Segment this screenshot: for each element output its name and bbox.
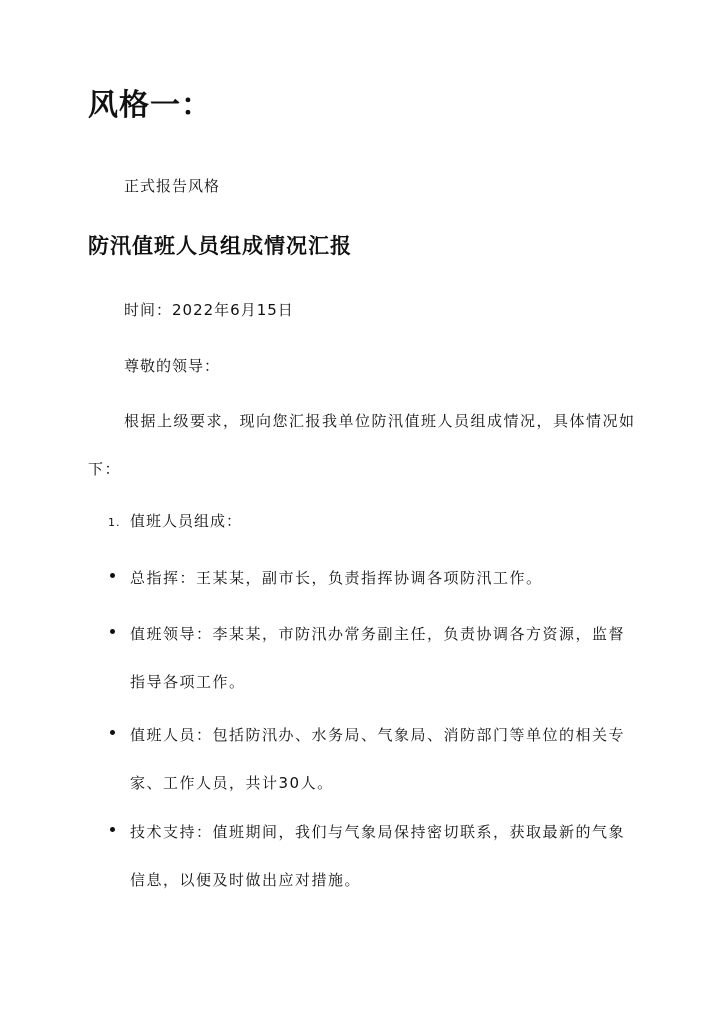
style-heading: 风格一： bbox=[88, 88, 212, 123]
style-subtitle: 正式报告风格 bbox=[124, 177, 221, 195]
bullet-icon bbox=[110, 827, 115, 832]
list-item-text: 总指挥：王某某，副市长，负责指挥协调各项防汛工作。 bbox=[130, 569, 543, 587]
salutation: 尊敬的领导： bbox=[124, 357, 221, 375]
bullet-icon bbox=[110, 730, 115, 735]
list-item-text: 值班领导：李某某，市防汛办常务副主任，负责协调各方资源，监督指导各项工作。 bbox=[130, 625, 626, 691]
intro-paragraph: 根据上级要求，现向您汇报我单位防汛值班人员组成情况，具体情况如下： bbox=[88, 412, 636, 478]
section-title: 值班人员组成： bbox=[130, 512, 243, 530]
list-item-text: 技术支持：值班期间，我们与气象局保持密切联系，获取最新的气象信息，以便及时做出应对措施。 bbox=[130, 823, 626, 889]
bullet-icon bbox=[110, 573, 115, 578]
section-heading bbox=[108, 509, 242, 535]
bullet-icon bbox=[110, 629, 115, 634]
list-item-text: 值班人员：包括防汛办、水务局、气象局、消防部门等单位的相关专家、工作人员，共计30人。 bbox=[130, 726, 626, 792]
section-number: 1. bbox=[108, 516, 121, 529]
report-title: 防汛值班人员组成情况汇报 bbox=[88, 234, 352, 258]
date-line: 时间：2022年6月15日 bbox=[124, 301, 294, 319]
